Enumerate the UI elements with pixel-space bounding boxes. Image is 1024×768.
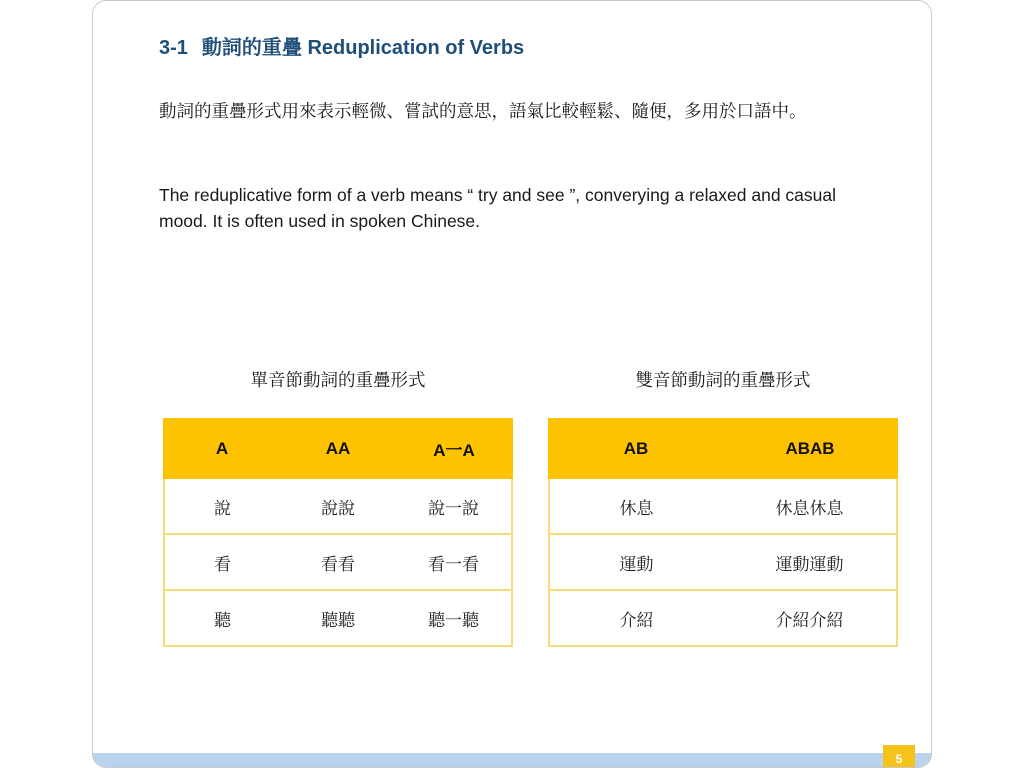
disyllabic-table-caption: 雙音節動詞的重疊形式 (635, 370, 811, 390)
column-header: AB (549, 419, 723, 478)
table-header-row (164, 419, 512, 478)
table-cell: 說說 (280, 478, 396, 534)
table-cell: 看看 (280, 534, 396, 590)
column-header: AA (280, 419, 396, 478)
monosyllabic-table-caption: 單音節動詞的重疊形式 (250, 370, 426, 390)
column-header: A (164, 419, 280, 478)
section-number: 3-1 (159, 37, 188, 59)
table-row (164, 534, 512, 590)
table-row (164, 590, 512, 646)
paragraph-chinese: 動詞的重疊形式用來表示輕微、嘗試的意思，語氣比較輕鬆、隨便，多用於口語中。 (159, 101, 807, 121)
table-cell: 看 (164, 534, 280, 590)
document-page (92, 0, 932, 768)
table-cell: 介紹 (549, 590, 723, 646)
table-row (549, 534, 897, 590)
table-cell: 運動運動 (723, 534, 897, 590)
table-header-row (549, 419, 897, 478)
table-cell: 聽聽 (280, 590, 396, 646)
table-row (549, 478, 897, 534)
table-cell: 說 (164, 478, 280, 534)
table-row (164, 478, 512, 534)
section-title: 動詞的重疊 Reduplication of Verbs (201, 37, 525, 59)
footer-band (93, 753, 931, 767)
table-cell: 說一說 (396, 478, 512, 534)
paragraph-english: The reduplicative form of a verb means “ try and see ”, converying a relaxed and casual mood. It is often used in spoken Chinese. (159, 185, 837, 231)
page-title (159, 31, 524, 60)
table-cell: 運動 (549, 534, 723, 590)
table-row (549, 590, 897, 646)
table-cell: 看一看 (396, 534, 512, 590)
column-header: ABAB (723, 419, 897, 478)
disyllabic-verb-table (548, 418, 898, 647)
monosyllabic-verb-table (163, 418, 513, 647)
table-cell: 休息 (549, 478, 723, 534)
page-number: 5 (883, 745, 915, 767)
table-cell: 休息休息 (723, 478, 897, 534)
column-header: A一A (396, 419, 512, 478)
table-cell: 聽 (164, 590, 280, 646)
table-cell: 介紹介紹 (723, 590, 897, 646)
table-cell: 聽一聽 (396, 590, 512, 646)
